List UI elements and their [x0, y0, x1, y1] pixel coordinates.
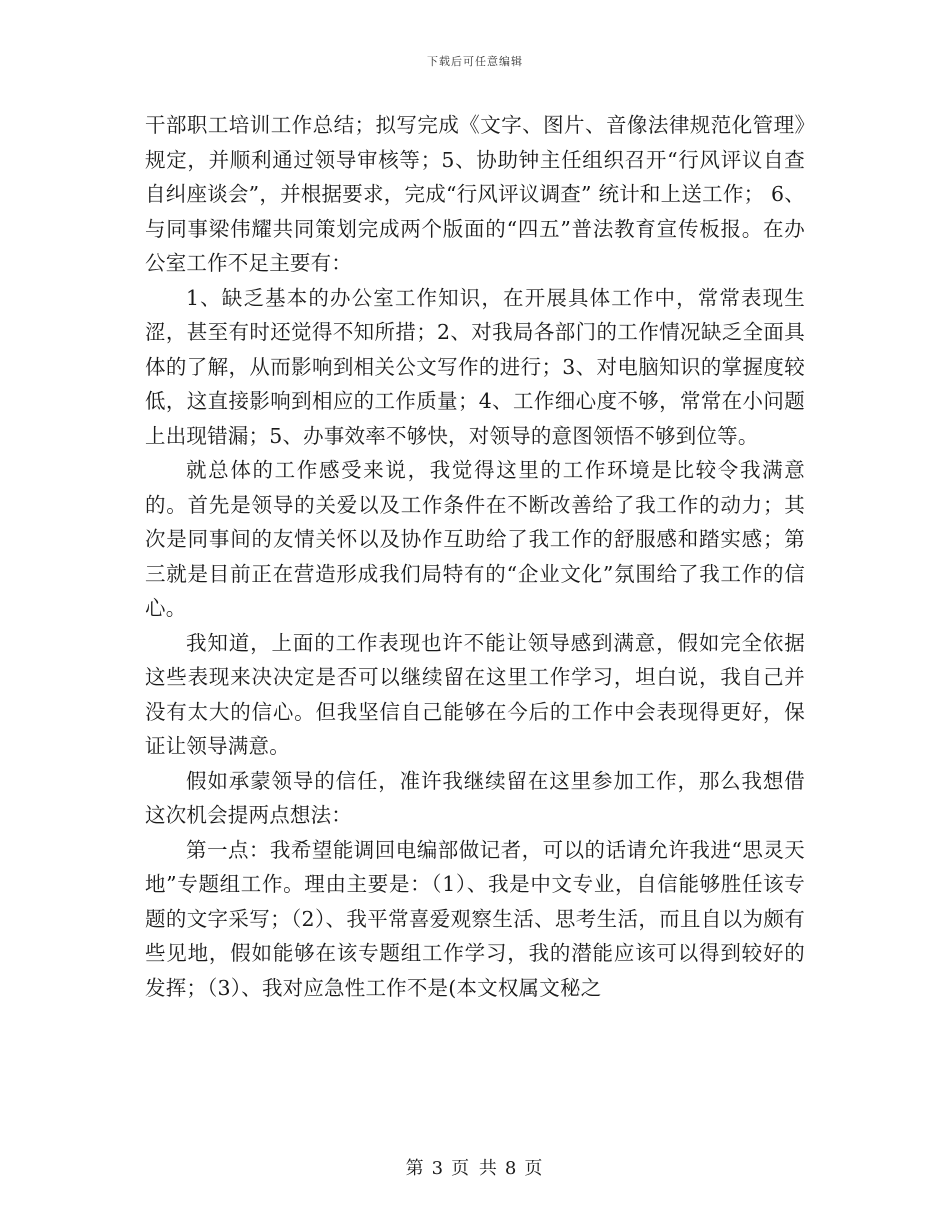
paragraph-work-feelings: 就总体的工作感受来说，我觉得这里的工作环境是比较令我满意的。首先是领导的关爱以及工作条件在不断改善给了我工作的动力；其次是同事间的友情关怀以及协作互助给了我工作的舒服感和踏实感；第三就是目前正在营造形成我们局特有的“企业文化”氛围给了我工作的信心。 [145, 458, 805, 620]
page-number-middle: 页 共 [451, 1158, 499, 1179]
total-pages: 8 [504, 1158, 519, 1179]
page-number-prefix: 第 [405, 1158, 426, 1179]
paragraph-shortcomings: 1、缺乏基本的办公室工作知识，在开展具体工作中，常常表现生涩，甚至有时还觉得不知所措；2、对我局各部门的工作情况缺乏全面具体的了解，从而影响到相关公文写作的进行；3、对电脑知识的掌握度较低，这直接影响到相应的工作质量；4、工作细心度不够，常常在小问题上出现错漏；5、办事效率不够快，对领导的意图领悟不够到位等。 [145, 285, 805, 448]
page-header: 下载后可任意编辑 [427, 55, 523, 68]
page-number [0, 1154, 950, 1180]
paragraph-proposal-intro: 假如承蒙领导的信任，准许我继续留在这里参加工作，那么我想借这次机会提两点想法： [145, 768, 805, 827]
paragraph-confidence: 我知道，上面的工作表现也许不能让领导感到满意，假如完全依据这些表现来决决定是否可以继续留在这里工作学习，坦白说，我自己并没有太大的信心。但我坚信自己能够在今后的工作中会表现得更好，保证让领导满意。 [145, 630, 805, 758]
paragraph-continued: 干部职工培训工作总结；拟写完成《文字、图片、音像法律规范化管理》规定，并顺利通过领导审核等；5、协助钟主任组织召开“行风评议自查自纠座谈会”，并根据要求，完成“行风评议调查” 统计和上送工作； 6、与同事梁伟耀共同策划完成两个版面的“四五”普法教育宣传板报。在办公室工作不足主要有： [145, 113, 805, 275]
current-page: 3 [431, 1158, 446, 1179]
page-number-suffix: 页 [524, 1158, 545, 1179]
paragraph-first-point: 第一点：我希望能调回电编部做记者，可以的话请允许我进“思灵天地”专题组工作。理由主要是：（1）、我是中文专业，自信能够胜任该专题的文字采写；（2）、我平常喜爱观察生活、思考生活，而且自以为颇有些见地，假如能够在该专题组工作学习，我的潜能应该可以得到较好的发挥；（3）、我对应急性工作不是(本文权属文秘之 [145, 837, 805, 1000]
document-body [145, 108, 805, 1005]
